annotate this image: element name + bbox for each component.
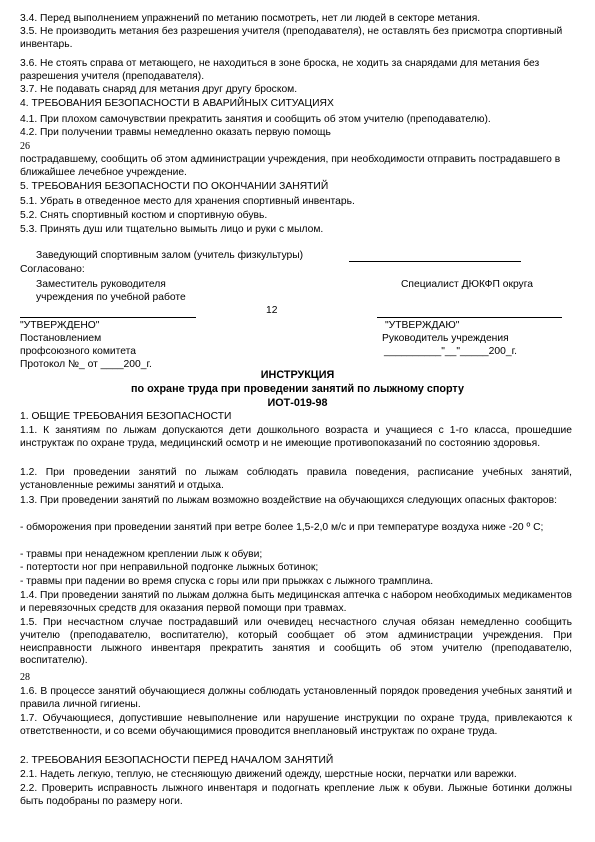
section-1-heading: 1. ОБЩИЕ ТРЕБОВАНИЯ БЕЗОПАСНОСТИ [20, 411, 232, 422]
section-5-heading: 5. ТРЕБОВАНИЯ БЕЗОПАСНОСТИ ПО ОКОНЧАНИИ ЗАНЯТИЙ [20, 181, 329, 192]
paragraph-1-1: 1.1. К занятиям по лыжам допускаются дети дошкольного возраста и учащиеся с 1-го класса, прошедшие инструктаж по охране труда, медицинский осмотр и не имеющие противопоказаний по состоянию здоровья. [20, 425, 572, 449]
document-title: ИНСТРУКЦИЯ [260, 369, 335, 381]
deputy-title-line1: Заместитель руководителя [36, 279, 166, 290]
paragraph-3-7: 3.7. Не подавать снаряд для метания друг другу броском. [20, 84, 298, 95]
paragraph-1-5: 1.5. При несчастном случае пострадавший или очевидец несчастного случая обязан немедленно сообщить учителю (преподавателю, воспитателю), который сообщает об этом администрации учреждения. При неисправности лыжного инвентаря прекратить занятия и сообщить об этом учителю (преподавателю, воспитателю). [20, 617, 572, 667]
signature-line [20, 317, 196, 318]
head-hall-signature-label: Заведующий спортивным залом (учитель физкультуры) [36, 250, 304, 261]
paragraph-5-1: 5.1. Убрать в отведенное место для хранения спортивный инвентарь. [20, 196, 355, 207]
paragraph-3-5: 3.5. Не производить метания без разрешения учителя (преподавателя), не оставлять без присмотра спортивный инвентарь. [20, 26, 563, 50]
paragraph-1-7: 1.7. Обучающиеся, допустившие невыполнение или нарушение инструкции по охране труда, привлекаются к ответственности, и со всеми обучающимися проводится внеплановый инструктаж по охране труда. [20, 713, 572, 737]
section-2-heading: 2. ТРЕБОВАНИЯ БЕЗОПАСНОСТИ ПЕРЕД НАЧАЛОМ ЗАНЯТИЙ [20, 755, 334, 766]
specialist-label: Специалист ДЮКФП округа [401, 279, 533, 290]
i-approve-line2: __________"__"_____200_г. [384, 346, 517, 357]
hazard-item-bindings: - травмы при ненадежном креплении лыж к обуви; [20, 549, 263, 560]
paragraph-4-2: 4.2. При получении травмы немедленно оказать первую помощь [20, 127, 331, 138]
paragraph-2-1: 2.1. Надеть легкую, теплую, не стесняющую движений одежду, шерстные носки, перчатки или варежки. [20, 769, 517, 780]
approved-line1: Постановлением [20, 333, 102, 344]
signature-line [349, 261, 521, 262]
approved-stamp-title: "УТВЕРЖДЕНО" [20, 320, 100, 331]
agreed-label: Согласовано: [20, 264, 85, 275]
document-code: ИОТ-019-98 [267, 397, 328, 409]
hazard-item-boots: - потертости ног при неправильной подгонке лыжных ботинок; [20, 562, 319, 573]
paragraph-3-6: 3.6. Не стоять справа от метающего, не находиться в зоне броска, не ходить за снарядами для метания без разрешения учителя (преподавателя). [20, 58, 540, 82]
paragraph-5-3: 5.3. Принять душ или тщательно вымыть лицо и руки с мылом. [20, 224, 324, 235]
signature-line [377, 317, 562, 318]
page-number: 12 [266, 305, 278, 316]
approved-line3: Протокол №_ от ____200_г. [20, 359, 152, 370]
page-number: 28 [20, 672, 30, 683]
paragraph-1-3: 1.3. При проведении занятий по лыжам возможно воздействие на обучающихся следующих опасных факторов: [20, 495, 557, 506]
paragraph-2-2: 2.2. Проверить исправность лыжного инвентаря и подогнать крепление лыж к обуви. Лыжные ботинки должны быть подобраны по размеру ноги. [20, 783, 572, 807]
paragraph-3-4: 3.4. Перед выполнением упражнений по метанию посмотреть, нет ли людей в секторе метания. [20, 13, 481, 24]
paragraph-5-2: 5.2. Снять спортивный костюм и спортивную обувь. [20, 210, 268, 221]
paragraph-4-2-continued: пострадавшему, сообщить об этом администрации учреждения, при необходимости отправить пострадавшего в ближайшее лечебное учреждение. [20, 154, 561, 178]
hazard-item-frostbite: - обморожения при проведении занятий при ветре более 1,5-2,0 м/с и при температуре воздуха ниже -20 º С; [20, 522, 544, 533]
paragraph-4-1: 4.1. При плохом самочувствии прекратить занятия и сообщить об этом учителю (преподавателю). [20, 114, 491, 125]
paragraph-1-4: 1.4. При проведении занятий по лыжам должна быть медицинская аптечка с набором необходимых медикаментов и перевязочных средств для оказания первой помощи при травмах. [20, 590, 572, 614]
document-subtitle: по охране труда при проведении занятий по лыжному спорту [131, 383, 464, 395]
paragraph-1-6: 1.6. В процессе занятий обучающиеся должны соблюдать установленный порядок проведения учебных занятий и правила личной гигиены. [20, 686, 572, 710]
i-approve-line1: Руководитель учреждения [382, 333, 509, 344]
deputy-title-line2: учреждения по учебной работе [36, 292, 186, 303]
i-approve-title: "УТВЕРЖДАЮ" [385, 320, 460, 331]
page-number: 26 [20, 141, 30, 152]
section-4-heading: 4. ТРЕБОВАНИЯ БЕЗОПАСНОСТИ В АВАРИЙНЫХ СИТУАЦИЯХ [20, 98, 334, 109]
hazard-item-falls: - травмы при падении во время спуска с горы или при прыжках с лыжного трамплина. [20, 576, 434, 587]
approved-line2: профсоюзного комитета [20, 346, 136, 357]
paragraph-1-2: 1.2. При проведении занятий по лыжам соблюдать правила поведения, расписание учебных занятий, установленные режимы занятий и отдыха. [20, 467, 572, 491]
